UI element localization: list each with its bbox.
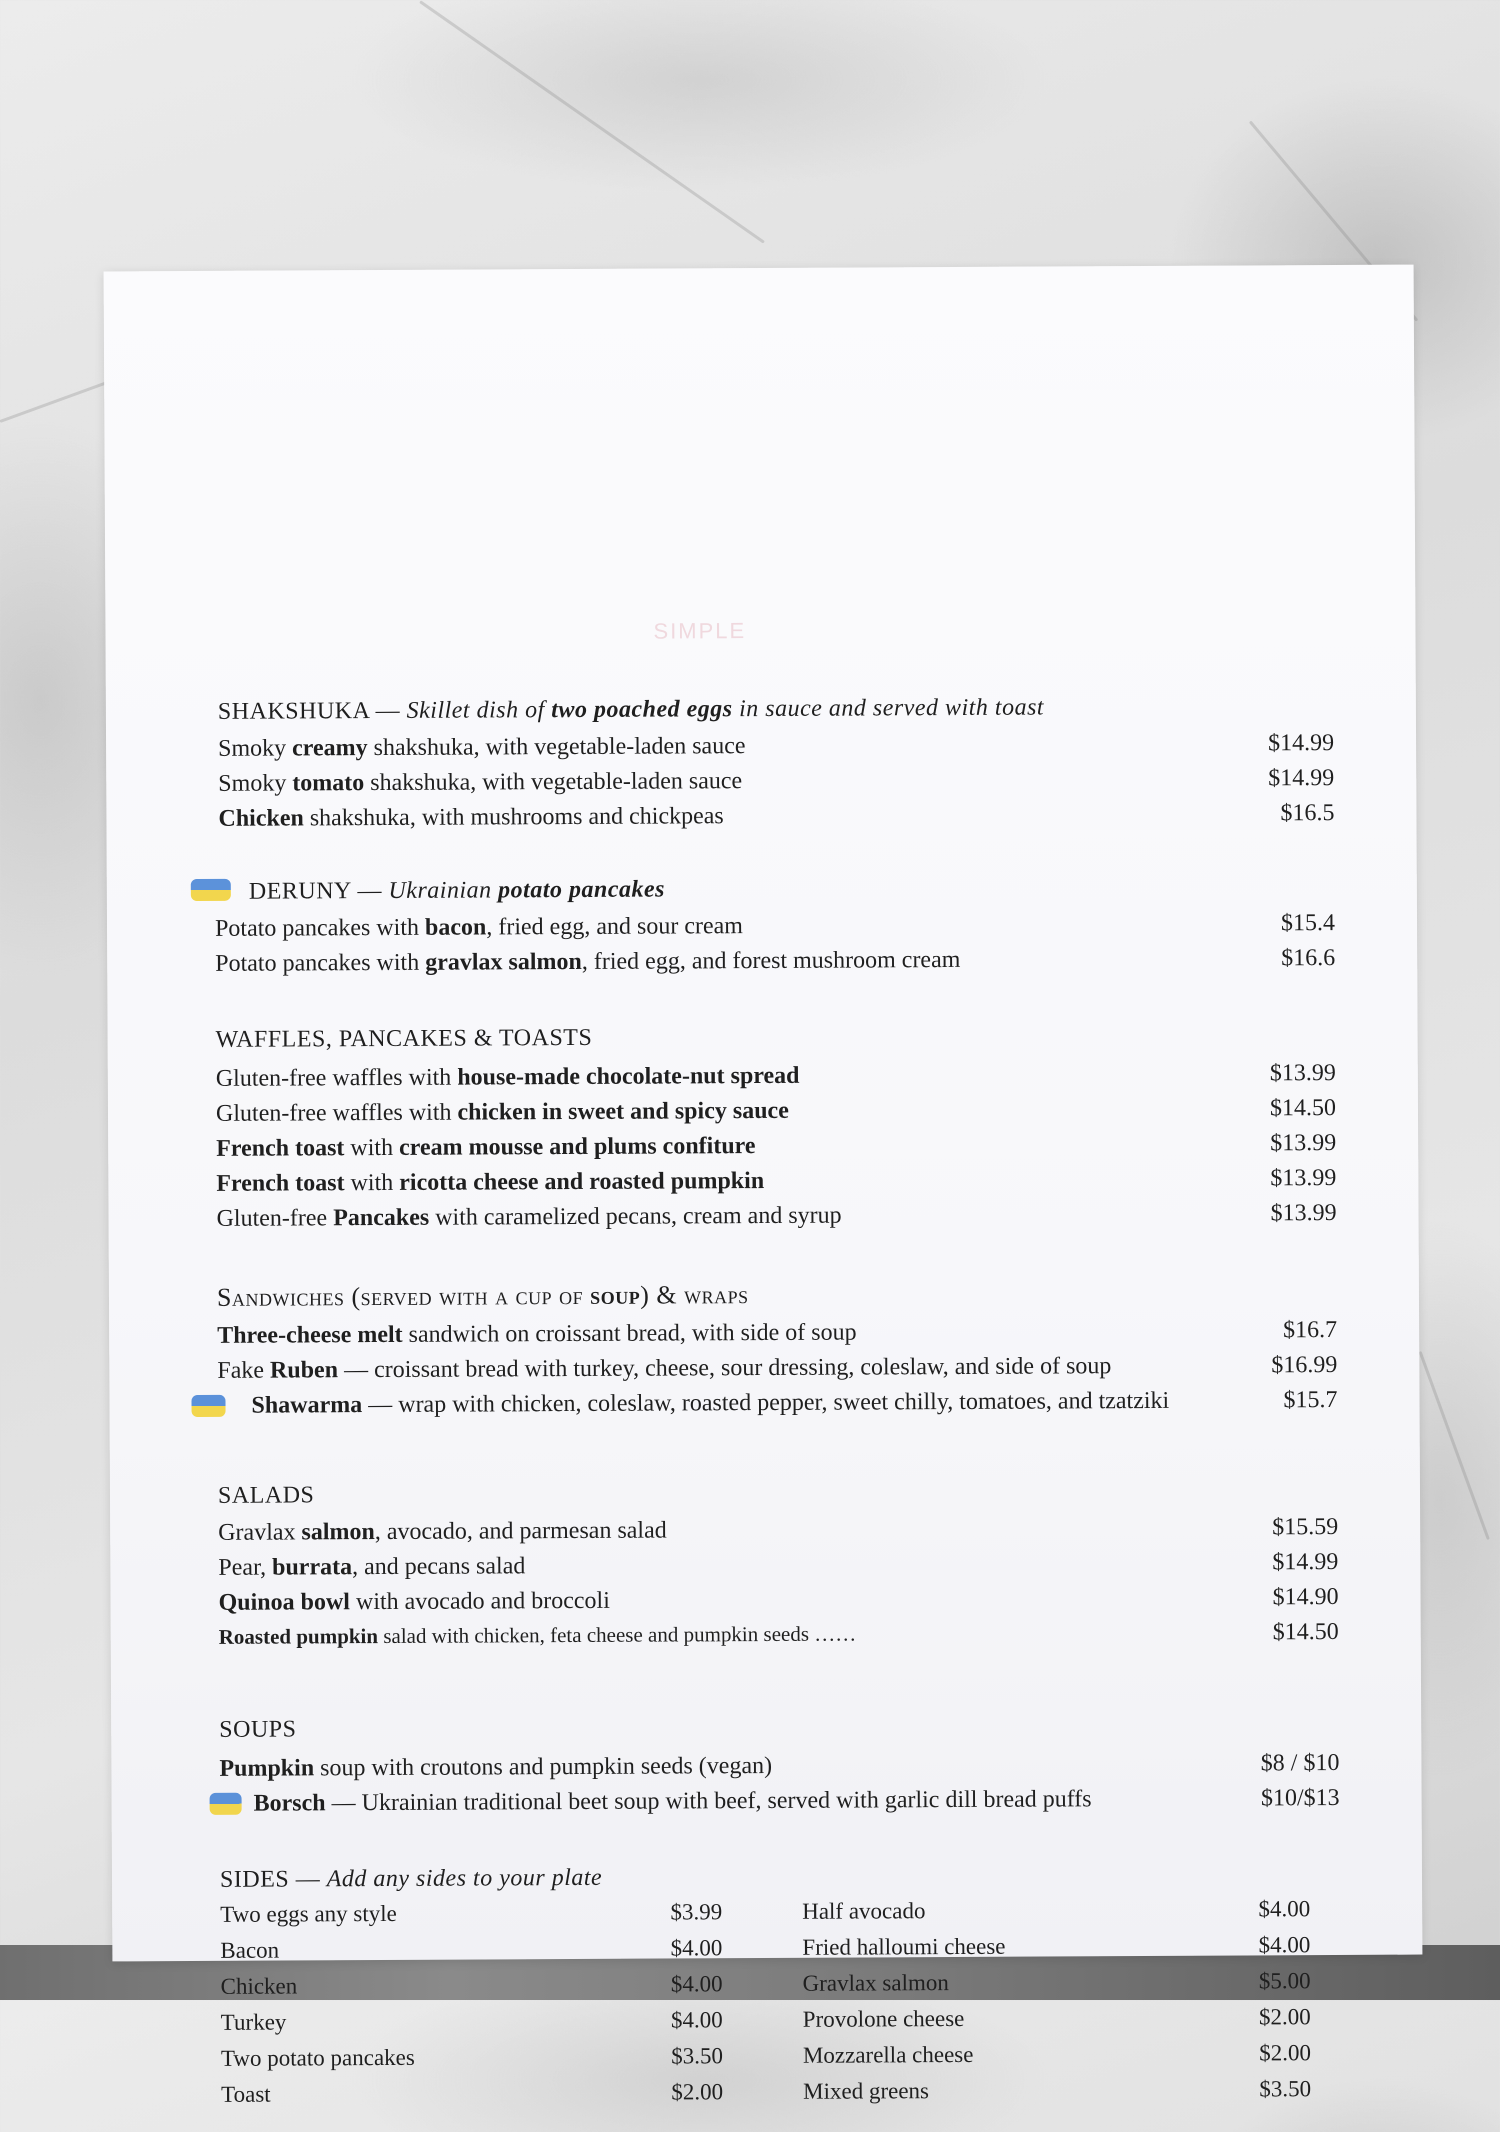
marble-vein [1419, 1351, 1490, 1540]
item-text-bold: burrata [272, 1554, 352, 1580]
side-item [802, 1896, 1310, 1935]
sides-columns [220, 1896, 1421, 2132]
ukraine-flag-mark [191, 1395, 225, 1417]
item-text: salad with chicken, feta cheese and pumpkin seeds …… [378, 1622, 856, 1649]
item-price: $14.99 [1272, 1549, 1338, 1576]
side-name: Gravlax salmon [802, 1970, 948, 1997]
side-price: $3.99 [670, 1899, 722, 1925]
section-description: Add any sides to your plate [327, 1865, 603, 1892]
section-title: SALADS [218, 1477, 1418, 1510]
item-price: $14.50 [1273, 1619, 1339, 1646]
section-title: SOUPS [219, 1711, 1419, 1744]
side-name: Half avocado [802, 1898, 925, 1925]
section-sides [220, 1861, 1421, 2132]
item-text: Smoky [218, 770, 292, 796]
side-name: Provolone cheese [803, 2006, 965, 2033]
sides-left-column [220, 1899, 723, 2118]
item-text: , fried egg, and sour cream [486, 913, 743, 940]
side-price: $4.00 [1258, 1896, 1310, 1922]
item-text-bold: Chicken [218, 805, 303, 831]
side-item [221, 2043, 723, 2082]
side-name: Two potato pancakes [221, 2045, 415, 2072]
item-price: $16.6 [1281, 945, 1335, 972]
side-name: Turkey [221, 2010, 287, 2036]
item-text-bold: creamy [292, 735, 368, 761]
item-text-bold: gravlax salmon [425, 949, 582, 976]
section-waffles [216, 1021, 1417, 1241]
item-text-bold: chicken in sweet and spicy sauce [457, 1098, 788, 1126]
side-price: $4.00 [1259, 1932, 1311, 1958]
item-text-bold: bacon [425, 914, 486, 940]
item-price: $14.99 [1268, 765, 1334, 792]
side-item [803, 2004, 1311, 2043]
item-text: Potato pancakes with [215, 915, 425, 942]
side-name: Bacon [220, 1938, 279, 1964]
item-text: Gluten-free waffles with [216, 1100, 458, 1127]
item-text-bold: Ruben [270, 1357, 338, 1383]
item-price: $16.99 [1271, 1352, 1337, 1379]
item-text: soup with croutons and pumpkin seeds (vegan) [314, 1753, 772, 1781]
section-shakshuka [214, 693, 1415, 841]
ukraine-flag-mark [210, 1793, 242, 1815]
section-description: in sauce and served with toast [733, 695, 1045, 723]
item-text: Smoky [218, 735, 292, 761]
item-text: , and pecans salad [352, 1553, 525, 1580]
item-text: Potato pancakes with [215, 950, 425, 977]
item-text-bold: house-made chocolate-nut spread [457, 1063, 799, 1091]
item-text-bold: Roasted pumpkin [219, 1624, 378, 1649]
item-text-bold: Pancakes [333, 1205, 429, 1232]
item-text: , avocado, and parmesan salad [375, 1518, 667, 1546]
item-text: with avocado and broccoli [350, 1588, 610, 1615]
side-name: Mixed greens [803, 2078, 929, 2105]
side-price: $5.00 [1259, 1968, 1311, 1994]
item-price: $16.7 [1283, 1317, 1337, 1344]
item-text-bold: ricotta cheese and roasted pumpkin [399, 1168, 764, 1196]
item-text-bold: salmon [301, 1519, 374, 1545]
side-price: $2.00 [1259, 2040, 1311, 2066]
item-price: $13.99 [1270, 1200, 1336, 1227]
heading-dash: — [289, 1866, 327, 1892]
side-price: $2.00 [1259, 2004, 1311, 2030]
item-text: shakshuka, with mushrooms and chickpeas [304, 803, 724, 831]
side-item [221, 2007, 723, 2046]
item-text: Gluten-free [216, 1205, 333, 1232]
item-text: shakshuka, with vegetable-laden sauce [364, 768, 742, 796]
section-description-bold: potato pancakes [498, 877, 665, 904]
item-text: with caramelized pecans, cream and syrup [429, 1203, 842, 1231]
side-item [802, 1968, 1310, 2007]
menu-item [218, 800, 1414, 841]
side-item [220, 1971, 722, 2010]
section-deruny [215, 873, 1416, 986]
section-description: Ukrainian [388, 877, 498, 904]
item-text-bold: Three-cheese melt [217, 1322, 403, 1349]
section-title: SIDES [220, 1866, 289, 1892]
menu-item [220, 1785, 1420, 1826]
item-text-bold: French toast [216, 1170, 344, 1197]
item-price: $15.7 [1283, 1387, 1337, 1414]
side-price: $2.00 [671, 2079, 723, 2105]
menu-item [215, 945, 1415, 986]
section-title: SHAKSHUKA [218, 698, 369, 725]
item-text: sandwich on croissant bread, with side of soup [403, 1320, 857, 1348]
section-heading [220, 1861, 1420, 1894]
item-text-bold: Borsch [254, 1790, 326, 1816]
item-text: — Ukrainian traditional beet soup with beef, served with garlic dill bread puffs [326, 1786, 1092, 1816]
side-price: $4.00 [671, 1935, 723, 1961]
menu-content [212, 425, 1412, 431]
item-text-bold: Pumpkin [219, 1755, 314, 1781]
section-soups [219, 1711, 1420, 1826]
menu-item [217, 1387, 1417, 1428]
side-price: $4.00 [671, 1971, 723, 1997]
item-text: with [344, 1135, 399, 1161]
heading-dash: — [369, 698, 407, 724]
item-text-bold: cream mousse and plums confiture [399, 1133, 756, 1161]
section-title-bold: soup [590, 1281, 640, 1310]
section-title: ) & wraps [640, 1280, 749, 1310]
item-price: $14.90 [1272, 1584, 1338, 1611]
faint-header-text: SIMPLE [653, 618, 746, 644]
item-text: Gravlax [218, 1519, 301, 1545]
section-description-bold: two poached eggs [551, 696, 732, 723]
item-text: shakshuka, with vegetable-laden sauce [368, 733, 746, 761]
item-text-bold: French toast [216, 1135, 344, 1162]
section-description: Skillet dish of [407, 697, 552, 724]
section-title: WAFFLES, PANCAKES & TOASTS [216, 1021, 1416, 1054]
item-price: $13.99 [1270, 1060, 1336, 1087]
side-name: Toast [221, 2082, 271, 2108]
menu-item [219, 1619, 1419, 1660]
item-text-bold: Shawarma [251, 1392, 362, 1419]
item-price: $14.99 [1268, 730, 1334, 757]
side-item [220, 1935, 722, 1974]
section-salads [218, 1477, 1419, 1660]
ukraine-flag-mark [191, 879, 231, 901]
item-price: $15.59 [1272, 1514, 1338, 1541]
item-text: Pear, [218, 1555, 272, 1581]
side-name: Mozzarella cheese [803, 2042, 974, 2069]
item-price: $10/$13 [1261, 1785, 1340, 1812]
side-price: $4.00 [671, 2007, 723, 2033]
sides-right-column [802, 1896, 1311, 2115]
item-text: with [344, 1170, 399, 1196]
item-price: $16.5 [1280, 800, 1334, 827]
item-text: — wrap with chicken, coleslaw, roasted pepper, sweet chilly, tomatoes, and tzatziki [362, 1388, 1169, 1418]
menu-sheet [104, 265, 1423, 1962]
side-price: $3.50 [1259, 2076, 1311, 2102]
item-text-bold: tomato [292, 770, 364, 796]
item-text-bold: Quinoa bowl [218, 1589, 350, 1616]
side-name: Two eggs any style [220, 1901, 397, 1928]
section-title: DERUNY [249, 878, 351, 905]
section-sandwiches [217, 1277, 1418, 1428]
item-text: , fried egg, and forest mushroom cream [582, 947, 961, 975]
item-text: Gluten-free waffles with [216, 1065, 458, 1092]
item-text: — croissant bread with turkey, cheese, sour dressing, coleslaw, and side of soup [338, 1353, 1111, 1383]
side-item [803, 2076, 1311, 2115]
item-price: $15.4 [1281, 910, 1335, 937]
heading-dash: — [351, 878, 389, 904]
side-item [221, 2079, 723, 2118]
section-title: Sandwiches (served with a cup of [217, 1281, 590, 1312]
side-item [220, 1899, 722, 1938]
side-name: Fried halloumi cheese [802, 1934, 1005, 1961]
marble-vein [419, 0, 765, 243]
side-item [803, 2040, 1311, 2079]
item-price: $13.99 [1270, 1165, 1336, 1192]
side-price: $3.50 [671, 2043, 723, 2069]
menu-item [216, 1200, 1416, 1241]
item-text: Fake [217, 1358, 270, 1384]
item-price: $13.99 [1270, 1130, 1336, 1157]
side-item [802, 1932, 1310, 1971]
item-price: $14.50 [1270, 1095, 1336, 1122]
side-name: Chicken [220, 1973, 297, 1999]
item-price: $8 / $10 [1261, 1750, 1340, 1777]
